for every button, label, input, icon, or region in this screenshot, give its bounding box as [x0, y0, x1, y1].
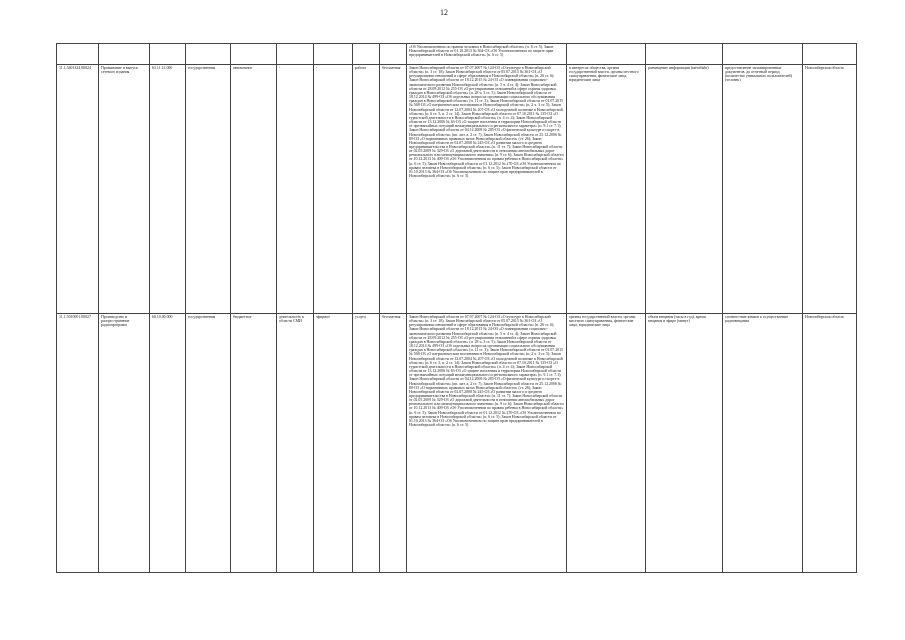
- table-row: [57, 65, 857, 314]
- table-cell: [277, 44, 314, 65]
- registry-table: [56, 43, 857, 573]
- table-cell: [231, 44, 277, 65]
- okved-code-cell: 63.11.12.000: [150, 65, 186, 314]
- region-cell: Новосибирская область: [803, 65, 857, 314]
- activity-cell: -: [277, 65, 314, 314]
- registry-code-cell: 11.1.5401324.00024: [57, 65, 99, 314]
- institution-type-cell: автономное: [231, 65, 277, 314]
- quality-indicator-cell: соответствие языков к осуществление радиовещания: [723, 314, 803, 573]
- table-cell: [803, 44, 857, 65]
- registry-code-cell: 11.1.5010001.00027: [57, 314, 99, 573]
- kind-cell: услуга: [353, 314, 380, 573]
- service-name-cell: Производство и распространение радиопрограмм: [99, 314, 150, 573]
- table-cell: [57, 44, 99, 65]
- table-row: [57, 314, 857, 573]
- table-cell: [567, 44, 646, 65]
- table-cell: [646, 44, 723, 65]
- table-cell: [353, 44, 380, 65]
- law-references-cell: Закон Новосибирской области от 07.07.2007 № 124-ОЗ «О культуре в Новосибирской области» (п. 3 ст. 10); Закон Новосибирской области от 05.07.2013 № 361-ОЗ «О регулировании отношений в сфере образования в Новосибирской области» (п. 26 ст. 6); Закон Новосибирской области от 18.12.2015 № 24-ОЗ «О планировании социально-экономического развития Новосибирской области» (п. 5 ч. 4 ст. 4); Закон Новосибирской области от 28.09.2012 № 255-ОЗ «О регулировании отношений в сфере охраны здоровья граждан в Новосибирской области» (п. 28 ч. 3 ст. 5); Закон Новосибирской области от 18.12.2014 № 499-ОЗ «Об отдельных вопросах организации социального обслуживания граждан в Новосибирской области» (п. 11 ст. 3); Закон Новосибирской области от 01.07.2015 № 568-ОЗ «О патриотическом воспитании в Новосибирской области» (п. 2 ч. 3 ст. 5); Закон Новосибирской области от 12.07.2004 № 207-ОЗ «О молодежной политике в Новосибирской области» (п. 6 ст. 5, п. 2 ст. 14); Закон Новосибирской области от 07.10.2011 № 135-ОЗ «О туристской деятельности в Новосибирской области» (п. 4 ст. 4); Закон Новосибирской области от 13.12.2006 № 63-ОЗ «О защите населения и территории Новосибирской области от чрезвычайных ситуаций межмуниципального и регионального характера» (п. 9.1 ст. 7.1); Закон Новосибирской области от 04.12.2008 № 285-ОЗ «О физической культуре и спорте в Новосибирской области» (пп. лит. а, 2 ст. 7); Закон Новосибирской области от 25.12.2006 № 80-ОЗ «О нормативных правовых актах Новосибирской области» (ст. 26); Закон Новосибирской области от 02.07.2008 № 245-ОЗ «О развитии малого и среднего предпринимательства в Новосибирской области» (п. 11 ст. 7); Закон Новосибирской области от 02.05.2009 № 329-ОЗ «О дорожной деятельности в отношении автомобильных дорог регионального или межмуниципального значения» (п. 9 ст. 6); Закон Новосибирской области от 10.12.2013 № 409-ОЗ «Об Уполномоченном по правам ребенка в Новосибирской области» (п. 6 ст. 5); Закон Новосибирской области от 01.12.2012 № 270-ОЗ «Об Уполномоченном по правам человека в Новосибирской области» (п. 6 ст. 5); Закон Новосибирской области от 01.10.2013 № 364-ОЗ «Об Уполномоченном по защите прав предпринимателей в Новосибирской области» (п. 6 ст. 5): [407, 314, 567, 573]
- payment-cell: бесплатная: [380, 65, 407, 314]
- okved-code-cell: 60.10.00.000: [150, 314, 186, 573]
- ownership-cell: государственная: [186, 65, 231, 314]
- law-references-cell: «Об Уполномоченном по правам человека в Новосибирской области» (п. 6 ст. 5), Закон Новосибирской области от 01.10.2013 № 364-ОЗ «Об Уполномоченном по защите прав предпринимателей в Новосибирской области» (п. 6 ст. 5): [407, 44, 567, 65]
- volume-indicator-cell: размещение информации (метабайт): [646, 65, 723, 314]
- activity-cell: деятельность в области СМИ: [277, 314, 314, 573]
- region-cell: Новосибирская область: [803, 314, 857, 573]
- table-cell: [380, 44, 407, 65]
- content-cell: -: [314, 65, 353, 314]
- quality-indicator-cell: предоставление запланированных документов, до отчетный период (количество уникальных пользователей) (человек): [723, 65, 803, 314]
- table-cell: [99, 44, 150, 65]
- volume-indicator-cell: объем вещания (часы в год), время вещания в эфире (минут): [646, 314, 723, 573]
- table-cell: [314, 44, 353, 65]
- table-cell: [723, 44, 803, 65]
- table-cell: [186, 44, 231, 65]
- table-row: [57, 44, 857, 65]
- page-number: 12: [440, 8, 448, 17]
- content-cell: эфирное: [314, 314, 353, 573]
- law-references-cell: Закон Новосибирской области от 07.07.2007 № 124-ОЗ «О культуре в Новосибирской области» (п. 3 ст. 10); Закон Новосибирской области от 05.07.2013 № 361-ОЗ «О регулировании отношений в сфере образования в Новосибирской области» (п. 26 ст. 6); Закон Новосибирской области от 18.12.2015 № 24-ОЗ «О планировании социально-экономического развития Новосибирской области» (п. 5 ч. 4 ст. 4); Закон Новосибирской области от 28.09.2012 № 255-ОЗ «О регулировании отношений в сфере охраны здоровья граждан в Новосибирской области» (п. 28 ч. 3 ст. 5); Закон Новосибирской области от 18.12.2014 № 499-ОЗ «Об отдельных вопросах организации социального обслуживания граждан в Новосибирской области» (п. 11 ст. 3); Закон Новосибирской области от 01.07.2015 № 568-ОЗ «О патриотическом воспитании в Новосибирской области» (п. 2 ч. 3 ст. 5); Закон Новосибирской области от 12.07.2004 № 207-ОЗ «О молодежной политике в Новосибирской области» (п. 6 ст. 5, п. 2 ст. 14); Закон Новосибирской области от 07.10.2011 № 135-ОЗ «О туристской деятельности в Новосибирской области» (п. 4 ст. 4); Закон Новосибирской области от 13.12.2006 № 63-ОЗ «О защите населения и территории Новосибирской области от чрезвычайных ситуаций межмуниципального и регионального характера» (п. 9.1 ст. 7.1); Закон Новосибирской области от 04.12.2008 № 285-ОЗ «О физической культуре и спорте в Новосибирской области» (пп. лит. а, 2 ст. 7); Закон Новосибирской области от 25.12.2006 № 80-ОЗ «О нормативных правовых актах Новосибирской области» (ст. 26); Закон Новосибирской области от 02.07.2008 № 245-ОЗ «О развитии малого и среднего предпринимательства в Новосибирской области» (п. 11 ст. 7); Закон Новосибирской области от 02.05.2009 № 329-ОЗ «О дорожной деятельности в отношении автомобильных дорог регионального или межмуниципального значения» (п. 9 ст. 6); Закон Новосибирской области от 10.12.2013 № 409-ОЗ «Об Уполномоченном по правам ребенка в Новосибирской области» (п. 6 ст. 5); Закон Новосибирской области от 01.12.2012 № 270-ОЗ «Об Уполномоченном по правам человека в Новосибирской области» (п. 6 ст. 5); Закон Новосибирской области от 01.10.2013 № 364-ОЗ «Об Уполномоченном по защите прав предпринимателей в Новосибирской области» (п. 6 ст. 5): [407, 65, 567, 314]
- kind-cell: работа: [353, 65, 380, 314]
- consumers-cell: в интересах общества, органы государственной власти, органы местного самоуправления, физические лица, юридические лица: [567, 65, 646, 314]
- service-name-cell: Проживание и выпуск сетевого издания: [99, 65, 150, 314]
- ownership-cell: государственная: [186, 314, 231, 573]
- payment-cell: бесплатная: [380, 314, 407, 573]
- institution-type-cell: бюджетное: [231, 314, 277, 573]
- table-cell: [150, 44, 186, 65]
- consumers-cell: органы государственной власти, органы местного самоуправления, физические лица, юридические лица: [567, 314, 646, 573]
